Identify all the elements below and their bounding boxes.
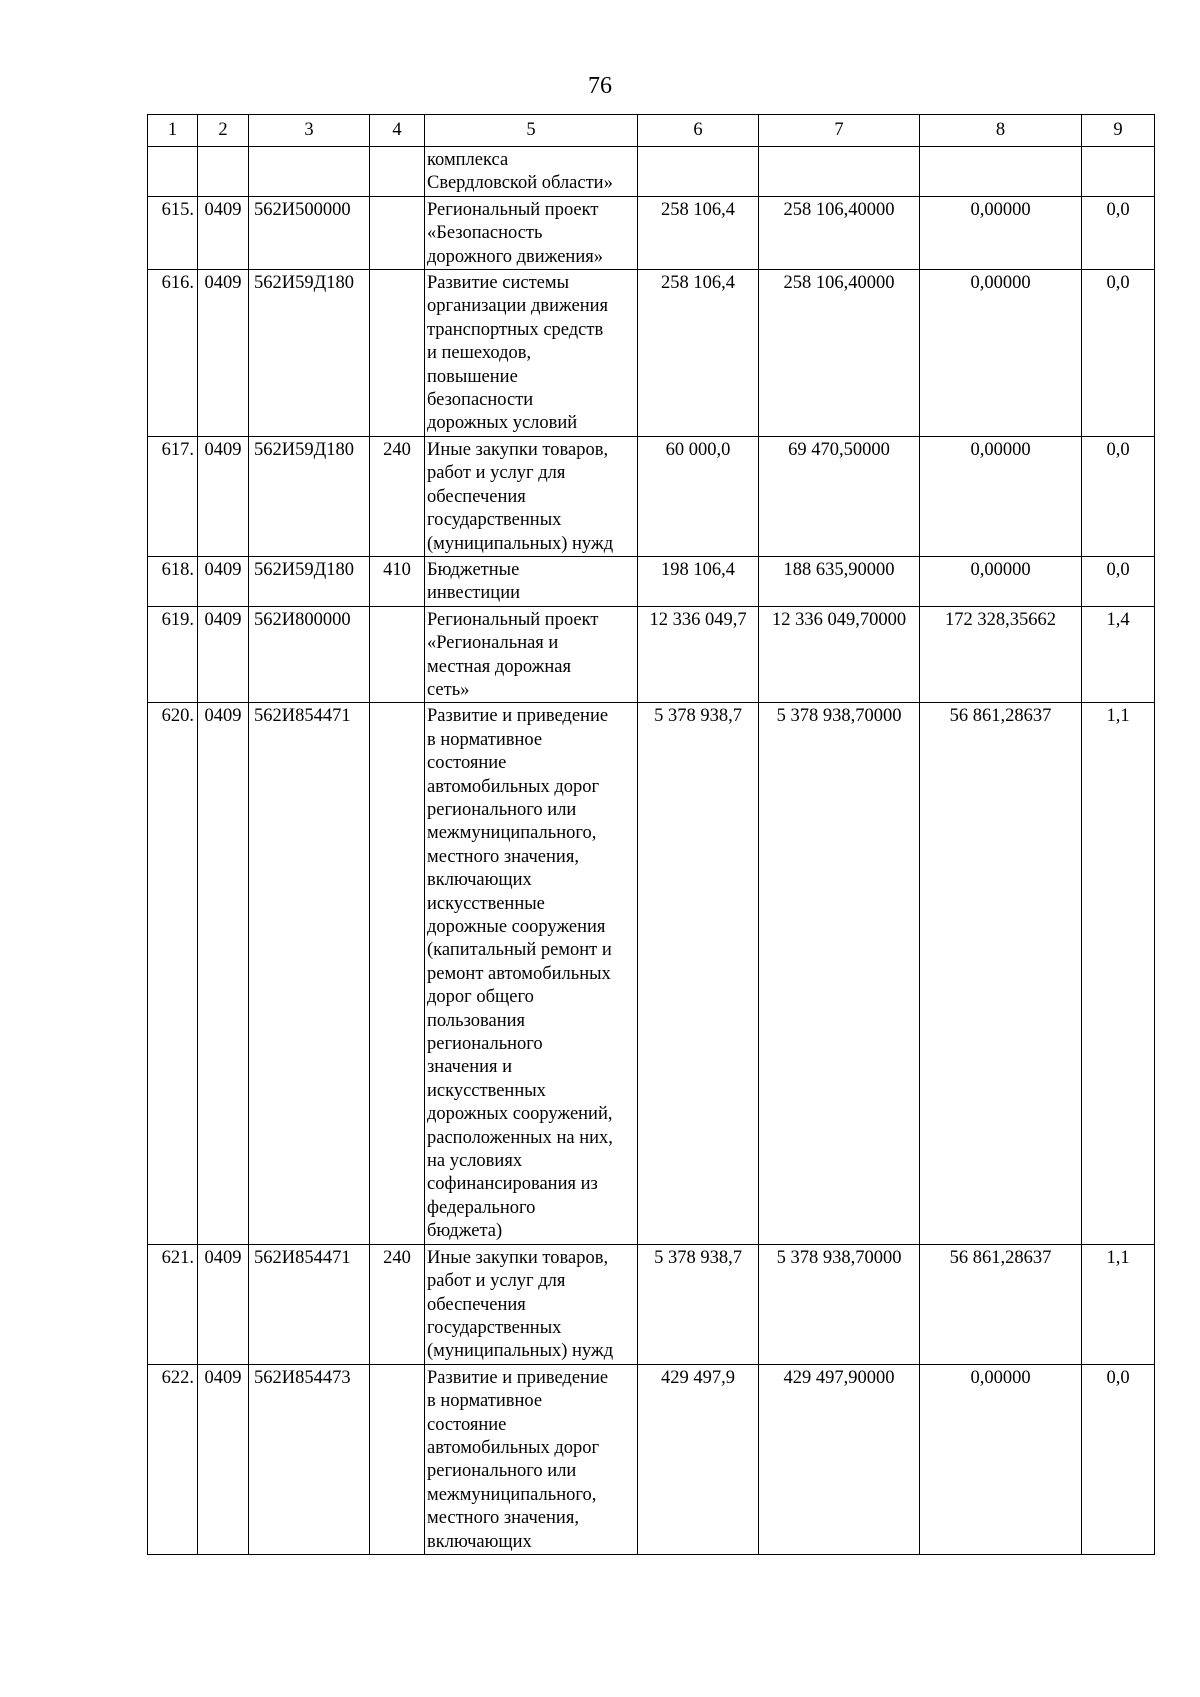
target-article-code-cell xyxy=(249,556,370,606)
row-number-cell xyxy=(148,606,198,703)
table-row xyxy=(148,606,1155,703)
target-article-code: 562И854471 xyxy=(254,1247,351,1268)
item-name-line: «Региональная и xyxy=(427,633,559,654)
execution-percent-cell xyxy=(1082,606,1155,703)
execution-percent: 0,0 xyxy=(1106,559,1130,580)
row-number-cell xyxy=(148,436,198,556)
item-name-cell xyxy=(425,606,638,703)
expense-type-code: 410 xyxy=(383,559,411,580)
item-name-line: дорожных сооружений, xyxy=(427,1104,613,1125)
table-row xyxy=(148,270,1155,437)
item-name-text xyxy=(427,270,636,436)
item-name-line: в нормативное xyxy=(427,729,543,750)
item-name-line: местного значения, xyxy=(427,846,579,867)
item-name-line: дорог общего xyxy=(427,987,534,1008)
item-name-cell xyxy=(425,703,638,1244)
executed-amount-cell xyxy=(920,147,1082,197)
item-name-line: расположенных на них, xyxy=(427,1127,613,1148)
item-name-cell xyxy=(425,436,638,556)
executed-amount-cell xyxy=(920,196,1082,269)
row-number-cell xyxy=(148,703,198,1244)
execution-percent: 1,1 xyxy=(1106,706,1130,727)
executed-amount: 56 861,28637 xyxy=(949,1247,1052,1268)
executed-amount: 172 328,35662 xyxy=(945,609,1056,630)
item-name-text xyxy=(427,703,636,1243)
item-name-line: включающих xyxy=(427,1531,532,1552)
expense-type-code xyxy=(373,147,421,149)
item-name-line: значения и xyxy=(427,1057,513,1078)
item-name-line: Региональный проект xyxy=(427,609,599,630)
target-article-code-cell xyxy=(249,270,370,437)
item-name-cell xyxy=(425,270,638,437)
row-number xyxy=(151,147,194,149)
approved-amount: 5 378 938,7 xyxy=(654,1247,742,1268)
execution-percent-cell xyxy=(1082,703,1155,1244)
target-article-code-cell xyxy=(249,1244,370,1364)
budget-table xyxy=(147,114,1155,1555)
expense-type-code xyxy=(373,703,421,705)
approved-amount-cell xyxy=(638,1364,759,1554)
executed-amount-cell xyxy=(920,606,1082,703)
item-name-line: искусственных xyxy=(427,1080,546,1101)
item-name-text xyxy=(427,557,636,606)
item-name-line: Развитие системы xyxy=(427,273,570,294)
budget-allocation-cell xyxy=(759,556,920,606)
budget-allocation-cell xyxy=(759,270,920,437)
execution-percent-cell xyxy=(1082,196,1155,269)
execution-percent: 1,1 xyxy=(1106,1247,1130,1268)
target-article-code-cell xyxy=(249,606,370,703)
item-name-line: работ и услуг для xyxy=(427,463,566,484)
table-row xyxy=(148,556,1155,606)
budget-allocation-cell xyxy=(759,147,920,197)
section-code: 0409 xyxy=(204,273,242,294)
section-code-cell xyxy=(198,436,249,556)
budget-allocation-cell xyxy=(759,1364,920,1554)
item-name-line: Свердловской области» xyxy=(427,173,613,194)
item-name-cell xyxy=(425,196,638,269)
expense-type-code-cell xyxy=(370,436,425,556)
item-name-line: обеспечения xyxy=(427,1294,526,1315)
budget-allocation: 258 106,40000 xyxy=(783,273,895,294)
expense-type-code-cell xyxy=(370,1244,425,1364)
expense-type-code-cell xyxy=(370,556,425,606)
target-article-code-cell xyxy=(249,196,370,269)
approved-amount-cell xyxy=(638,606,759,703)
item-name-text xyxy=(427,197,636,269)
item-name-text xyxy=(427,1365,636,1554)
budget-allocation-cell xyxy=(759,703,920,1244)
item-name-line: дорожного движения» xyxy=(427,246,603,267)
item-name-cell xyxy=(425,1244,638,1364)
item-name-line: сеть» xyxy=(427,679,470,700)
expense-type-code-cell xyxy=(370,703,425,1244)
column-header: 2 xyxy=(198,115,249,147)
budget-allocation: 5 378 938,70000 xyxy=(776,706,902,727)
execution-percent xyxy=(1085,147,1151,149)
executed-amount-cell xyxy=(920,270,1082,437)
table-row xyxy=(148,196,1155,269)
item-name-line: состояние xyxy=(427,1414,507,1435)
target-article-code: 562И59Д180 xyxy=(254,439,354,460)
item-name-line: государственных xyxy=(427,510,562,531)
item-name-line: искусственные xyxy=(427,893,545,914)
budget-allocation-cell xyxy=(759,606,920,703)
item-name-text xyxy=(427,437,636,556)
item-name-line: состояние xyxy=(427,753,507,774)
expense-type-code xyxy=(373,607,421,609)
column-header: 4 xyxy=(370,115,425,147)
item-name-line: Развитие и приведение xyxy=(427,706,609,727)
row-number-cell xyxy=(148,147,198,197)
executed-amount: 0,00000 xyxy=(970,1367,1031,1388)
budget-allocation xyxy=(762,147,916,149)
target-article-code-cell xyxy=(249,1364,370,1554)
page-number: 76 xyxy=(588,73,612,99)
executed-amount-cell xyxy=(920,436,1082,556)
row-number-cell xyxy=(148,270,198,437)
approved-amount-cell xyxy=(638,196,759,269)
budget-allocation: 69 470,50000 xyxy=(788,439,890,460)
item-name-line: Региональный проект xyxy=(427,199,599,220)
row-number: 617. xyxy=(161,439,194,460)
target-article-code: 562И500000 xyxy=(254,199,351,220)
execution-percent: 0,0 xyxy=(1106,1367,1130,1388)
budget-allocation: 258 106,40000 xyxy=(783,199,895,220)
item-name-cell xyxy=(425,556,638,606)
row-number: 618. xyxy=(161,559,194,580)
item-name-line: дорожных условий xyxy=(427,413,578,434)
item-name-line: федерального xyxy=(427,1197,536,1218)
item-name-line: повышение xyxy=(427,366,518,387)
expense-type-code: 240 xyxy=(383,439,411,460)
item-name-line: Развитие и приведение xyxy=(427,1367,609,1388)
row-number: 622. xyxy=(161,1367,194,1388)
item-name-text xyxy=(427,1245,636,1364)
execution-percent-cell xyxy=(1082,556,1155,606)
row-number-cell xyxy=(148,1244,198,1364)
execution-percent: 0,0 xyxy=(1106,439,1130,460)
item-name-line: в нормативное xyxy=(427,1391,543,1412)
row-number-cell xyxy=(148,1364,198,1554)
execution-percent-cell xyxy=(1082,270,1155,437)
section-code: 0409 xyxy=(204,559,242,580)
item-name-line: софинансирования из xyxy=(427,1174,598,1195)
item-name-line: межмуниципального, xyxy=(427,1484,597,1505)
table-row xyxy=(148,1244,1155,1364)
approved-amount-cell xyxy=(638,1244,759,1364)
approved-amount-cell xyxy=(638,703,759,1244)
execution-percent-cell xyxy=(1082,436,1155,556)
section-code-cell xyxy=(198,270,249,437)
section-code: 0409 xyxy=(204,706,242,727)
row-number: 621. xyxy=(161,1247,194,1268)
header-row xyxy=(148,115,1155,147)
executed-amount: 0,00000 xyxy=(970,199,1031,220)
executed-amount-cell xyxy=(920,556,1082,606)
item-name-line: Иные закупки товаров, xyxy=(427,1247,609,1268)
table-row xyxy=(148,436,1155,556)
item-name-line: и пешеходов, xyxy=(427,343,532,364)
table-row xyxy=(148,147,1155,197)
section-code: 0409 xyxy=(204,439,242,460)
item-name-line: комплекса xyxy=(427,150,509,170)
execution-percent: 1,4 xyxy=(1106,609,1130,630)
item-name-cell xyxy=(425,147,638,197)
execution-percent: 0,0 xyxy=(1106,273,1130,294)
target-article-code: 562И800000 xyxy=(254,609,351,630)
section-code xyxy=(201,147,245,149)
row-number: 620. xyxy=(161,706,194,727)
executed-amount xyxy=(923,147,1078,149)
target-article-code-cell xyxy=(249,436,370,556)
section-code-cell xyxy=(198,1244,249,1364)
target-article-code: 562И854471 xyxy=(254,706,351,727)
item-name-line: дорожные сооружения xyxy=(427,917,606,937)
target-article-code: 562И59Д180 xyxy=(254,559,354,580)
row-number-cell xyxy=(148,196,198,269)
column-header: 8 xyxy=(920,115,1082,147)
item-name-line: местная дорожная xyxy=(427,656,572,677)
budget-allocation-cell xyxy=(759,436,920,556)
table-row xyxy=(148,703,1155,1244)
budget-allocation: 429 497,90000 xyxy=(783,1367,895,1388)
item-name-line: организации движения xyxy=(427,296,609,317)
item-name-line: инвестиции xyxy=(427,583,520,604)
approved-amount-cell xyxy=(638,147,759,197)
expense-type-code-cell xyxy=(370,147,425,197)
row-number: 615. xyxy=(161,199,194,220)
budget-allocation-cell xyxy=(759,196,920,269)
item-name-line: межмуниципального, xyxy=(427,823,597,844)
section-code-cell xyxy=(198,147,249,197)
item-name-line: автомобильных дорог xyxy=(427,776,600,797)
budget-allocation: 12 336 049,70000 xyxy=(771,609,907,630)
target-article-code: 562И854473 xyxy=(254,1367,351,1388)
item-name-line: Бюджетные xyxy=(427,559,520,580)
budget-allocation-cell xyxy=(759,1244,920,1364)
expense-type-code xyxy=(373,197,421,199)
section-code-cell xyxy=(198,1364,249,1554)
expense-type-code-cell xyxy=(370,270,425,437)
table-row xyxy=(148,1364,1155,1554)
target-article-code-cell xyxy=(249,147,370,197)
section-code-cell xyxy=(198,196,249,269)
approved-amount: 5 378 938,7 xyxy=(654,706,742,727)
expense-type-code: 240 xyxy=(383,1247,411,1268)
approved-amount: 258 106,4 xyxy=(661,273,735,294)
expense-type-code xyxy=(373,1365,421,1367)
executed-amount: 0,00000 xyxy=(970,559,1031,580)
item-name-line: (капитальный ремонт и xyxy=(427,940,612,961)
section-code-cell xyxy=(198,556,249,606)
item-name-line: Иные закупки товаров, xyxy=(427,439,609,460)
expense-type-code-cell xyxy=(370,196,425,269)
approved-amount: 60 000,0 xyxy=(665,439,731,460)
item-name-line: работ и услуг для xyxy=(427,1271,566,1292)
item-name-line: бюджета) xyxy=(427,1221,503,1242)
approved-amount-cell xyxy=(638,436,759,556)
execution-percent: 0,0 xyxy=(1106,199,1130,220)
section-code: 0409 xyxy=(204,609,242,630)
item-name-line: регионального xyxy=(427,1034,543,1055)
approved-amount: 198 106,4 xyxy=(661,559,735,580)
approved-amount-cell xyxy=(638,556,759,606)
row-number-cell xyxy=(148,556,198,606)
item-name-line: регионального или xyxy=(427,799,577,820)
expense-type-code xyxy=(373,270,421,272)
execution-percent-cell xyxy=(1082,1364,1155,1554)
column-header: 3 xyxy=(249,115,370,147)
section-code: 0409 xyxy=(204,1367,242,1388)
item-name-line: государственных xyxy=(427,1317,562,1338)
column-header: 9 xyxy=(1082,115,1155,147)
item-name-cell xyxy=(425,1364,638,1554)
item-name-line: обеспечения xyxy=(427,486,526,507)
executed-amount: 56 861,28637 xyxy=(949,706,1052,727)
approved-amount-cell xyxy=(638,270,759,437)
executed-amount-cell xyxy=(920,1364,1082,1554)
item-name-line: местного значения, xyxy=(427,1508,579,1529)
item-name-line: безопасности xyxy=(427,390,534,411)
item-name-line: на условиях xyxy=(427,1151,523,1172)
item-name-line: автомобильных дорог xyxy=(427,1437,600,1458)
item-name-line: ремонт автомобильных xyxy=(427,963,611,984)
section-code: 0409 xyxy=(204,199,242,220)
item-name-text xyxy=(427,607,636,703)
execution-percent-cell xyxy=(1082,1244,1155,1364)
item-name-line: регионального или xyxy=(427,1461,577,1482)
approved-amount: 12 336 049,7 xyxy=(649,609,747,630)
column-header: 6 xyxy=(638,115,759,147)
executed-amount: 0,00000 xyxy=(970,273,1031,294)
column-header: 1 xyxy=(148,115,198,147)
item-name-line: (муниципальных) нужд xyxy=(427,533,614,554)
row-number: 619. xyxy=(161,609,194,630)
section-code: 0409 xyxy=(204,1247,242,1268)
item-name-line: включающих xyxy=(427,870,532,891)
item-name-line: (муниципальных) нужд xyxy=(427,1341,614,1362)
approved-amount: 429 497,9 xyxy=(661,1367,735,1388)
column-header: 7 xyxy=(759,115,920,147)
section-code-cell xyxy=(198,703,249,1244)
column-header: 5 xyxy=(425,115,638,147)
item-name-line: «Безопасность xyxy=(427,223,543,244)
target-article-code-cell xyxy=(249,703,370,1244)
item-name-line: транспортных средств xyxy=(427,319,604,340)
row-number: 616. xyxy=(161,273,194,294)
execution-percent-cell xyxy=(1082,147,1155,197)
budget-allocation: 5 378 938,70000 xyxy=(776,1247,902,1268)
target-article-code: 562И59Д180 xyxy=(254,273,354,294)
item-name-line: пользования xyxy=(427,1010,526,1031)
executed-amount: 0,00000 xyxy=(970,439,1031,460)
budget-allocation: 188 635,90000 xyxy=(783,559,895,580)
expense-type-code-cell xyxy=(370,606,425,703)
section-code-cell xyxy=(198,606,249,703)
expense-type-code-cell xyxy=(370,1364,425,1554)
executed-amount-cell xyxy=(920,1244,1082,1364)
approved-amount: 258 106,4 xyxy=(661,199,735,220)
approved-amount xyxy=(641,147,755,149)
target-article-code xyxy=(254,147,366,149)
executed-amount-cell xyxy=(920,703,1082,1244)
item-name-text xyxy=(427,147,636,196)
